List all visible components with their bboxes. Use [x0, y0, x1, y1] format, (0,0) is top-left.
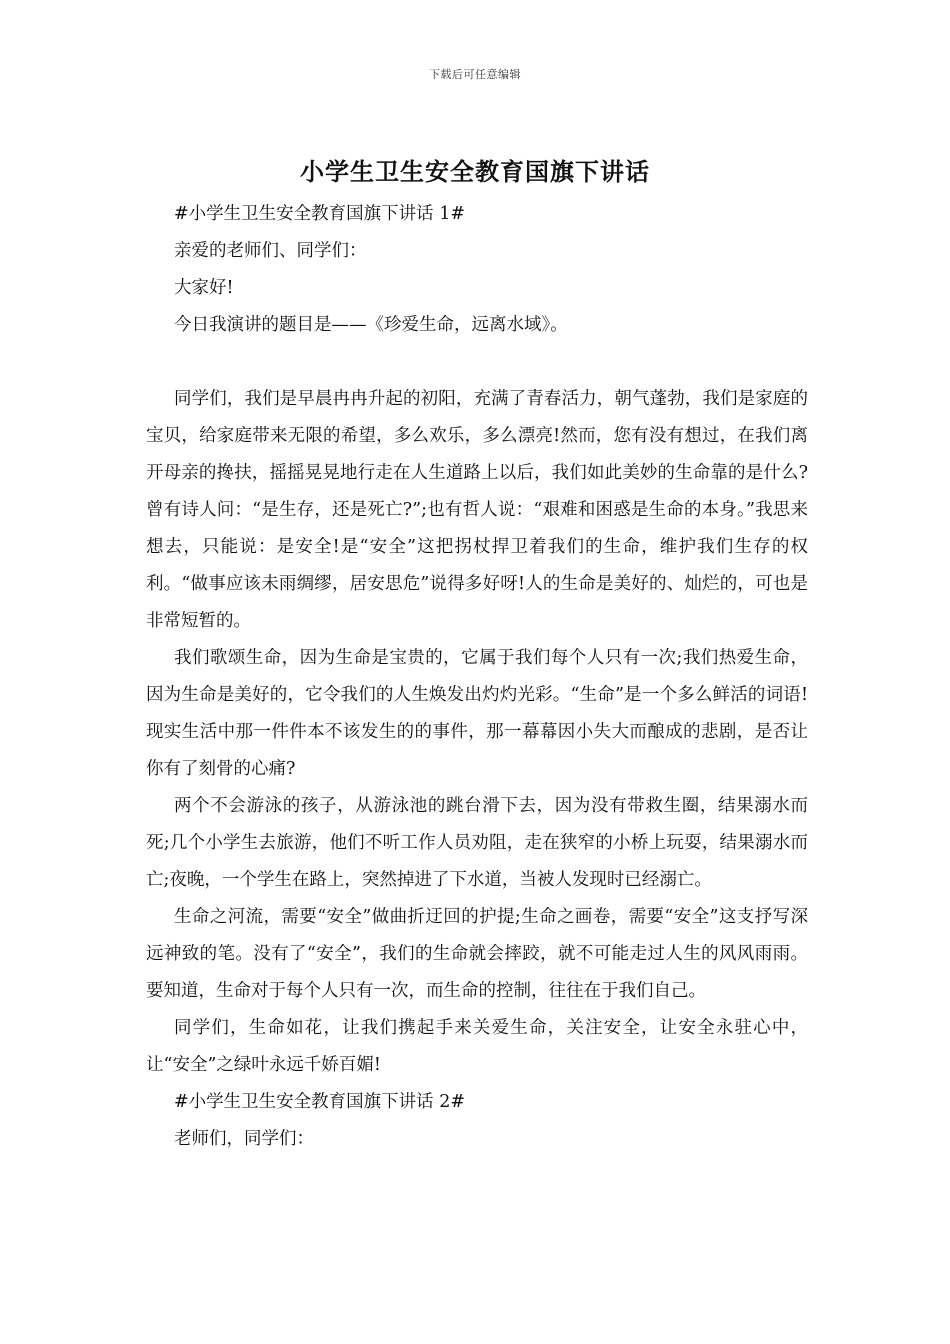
section-heading-1: #小学生卫生安全教育国旗下讲话 1# — [174, 204, 466, 224]
paragraph-3: 两个不会游泳的孩子，从游泳池的跳台滑下去，因为没有带救生圈，结果溺水而死;几个小学生去旅游，他们不听工作人员劝阻，走在狭窄的小桥上玩耍，结果溺水而亡;夜晚，一个学生在路上，突然掉进了下水道，当被人发现时已经溺亡。 — [146, 796, 808, 890]
greeting-line-2: 老师们，同学们： — [174, 1129, 314, 1149]
paragraph-5: 同学们，生命如花，让我们携起手来关爱生命，关注安全，让安全永驻心中，让“安全”之绿叶永远千娇百媚! — [146, 1018, 808, 1075]
paragraph-2: 我们歌颂生命，因为生命是宝贵的，它属于我们每个人只有一次;我们热爱生命，因为生命是美好的，它令我们的人生焕发出灼灼光彩。“生命”是一个多么鲜活的词语!现实生活中那一件件本不该发生的的事件，那一幕幕因小失大而酿成的悲剧，是否让你有了刻骨的心痛? — [146, 648, 808, 779]
section-heading-2: #小学生卫生安全教育国旗下讲话 2# — [174, 1092, 466, 1112]
greeting-line: 亲爱的老师们、同学们： — [174, 241, 367, 261]
topic-line: 今日我演讲的题目是——《珍爱生命，远离水域》。 — [174, 315, 568, 335]
paragraph-4: 生命之河流，需要“安全”做曲折迂回的护提;生命之画卷，需要“安全”这支抒写深远神致的笔。没有了“安全”，我们的生命就会摔跤，就不可能走过人生的风风雨雨。要知道，生命对于每个人只有一次，而生命的控制，往往在于我们自己。 — [146, 907, 808, 1001]
hello-line: 大家好! — [174, 278, 234, 298]
paragraph-1: 同学们，我们是早晨冉冉升起的初阳，充满了青春活力，朝气蓬勃，我们是家庭的宝贝，给家庭带来无限的希望，多么欢乐，多么漂亮!然而，您有没有想过，在我们离开母亲的搀扶，摇摇晃晃地行走在人生道路上以后，我们如此美妙的生命靠的是什么?曾有诗人问：“是生存，还是死亡?”;也有哲人说：“艰难和困惑是生命的本身。”我思来想去，只能说：是安全!是“安全”这把拐杖捍卫着我们的生命，维护我们生存的权利。“做事应该未雨绸缪，居安思危”说得多好呀!人的生命是美好的、灿烂的，可也是非常短暂的。 — [146, 389, 808, 631]
document-body — [146, 196, 808, 1158]
document-title: 小学生卫生安全教育国旗下讲话 — [300, 157, 650, 186]
header-note: 下载后可任意编辑 — [429, 68, 521, 81]
blank-line — [146, 344, 808, 381]
